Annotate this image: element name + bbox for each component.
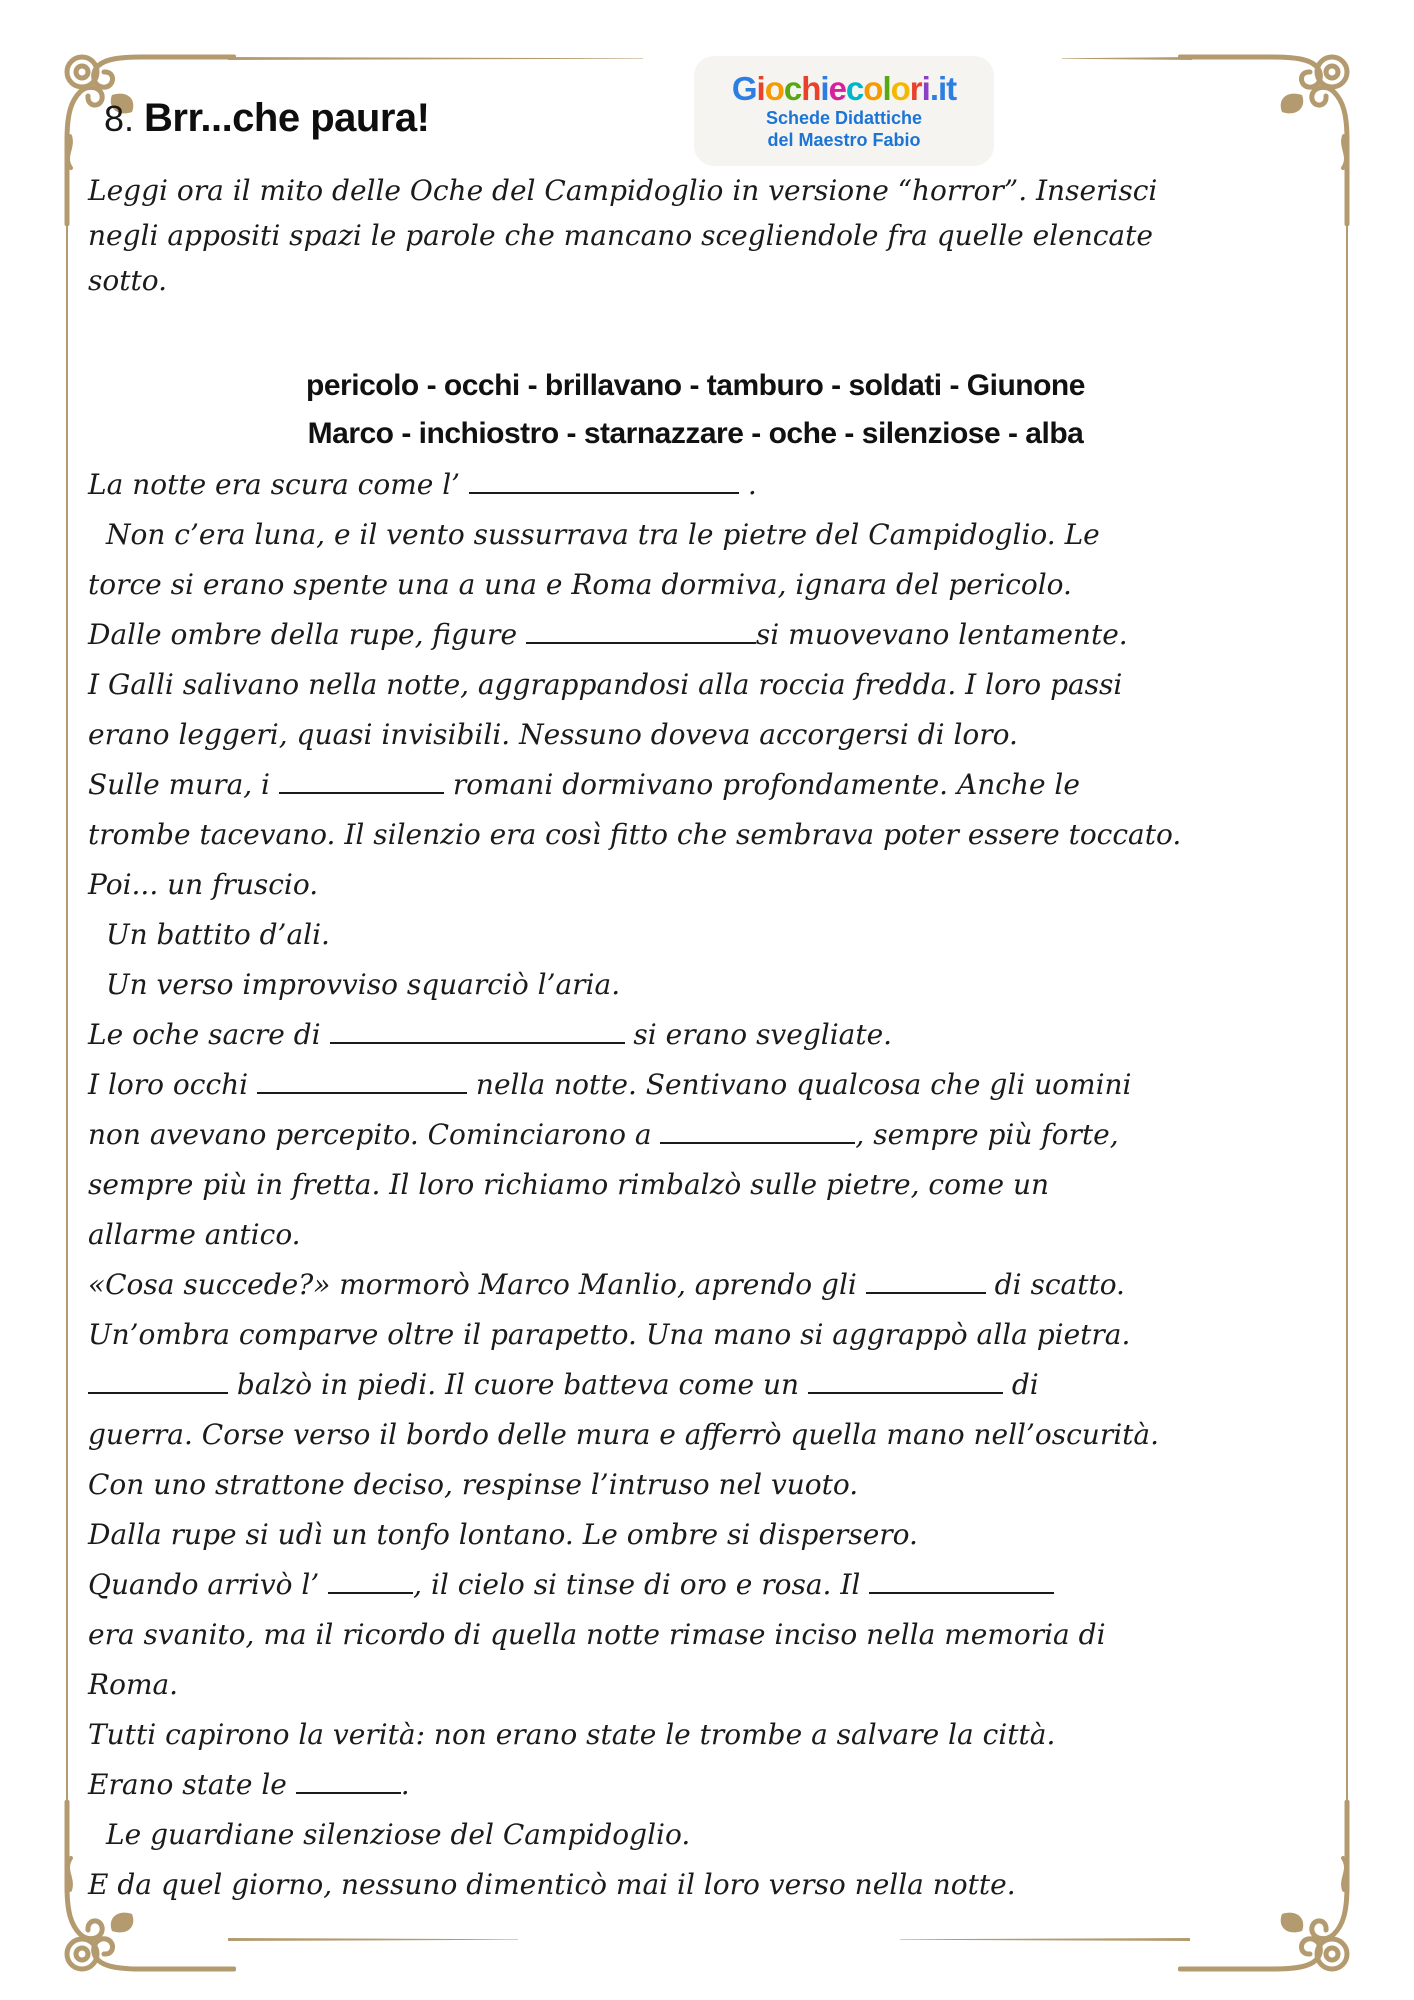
instruction-line: Leggi ora il mito delle Oche del Campidoglio in versione “horror”. Inserisci (88, 174, 1158, 207)
story-line (88, 1010, 1318, 1060)
story-text: sempre più in fretta. Il loro richiamo rimbalzò sulle pietre, come un (88, 1168, 1050, 1201)
frame-line-left (66, 222, 68, 1812)
story-line (88, 1660, 1318, 1710)
story-text: Quando arrivò l’ (88, 1568, 329, 1601)
logo-letter: i (820, 70, 829, 107)
frame-line-bottom-left (228, 1938, 518, 1941)
story-line (88, 610, 1318, 660)
fill-in-blank (469, 462, 739, 494)
fill-in-blank (279, 762, 444, 794)
story-text: La notte era scura come l’ (88, 468, 469, 501)
instruction-line: negli appositi spazi le parole che mancano scegliendole fra quelle elencate (88, 219, 1153, 252)
exercise-title (104, 96, 429, 141)
fill-in-blank (88, 1362, 228, 1394)
story-line (88, 1860, 1318, 1910)
story-text: erano leggeri, quasi invisibili. Nessuno doveva accorgersi di loro. (88, 718, 1018, 751)
story-line (88, 1410, 1318, 1460)
exercise-number: 8. (104, 98, 135, 139)
story-text: non avevano percepito. Cominciarono a (88, 1118, 661, 1151)
story-text: torce si erano spente una a una e Roma dormiva, ignara del pericolo. (88, 568, 1072, 601)
story-text: , sempre più forte, (855, 1118, 1119, 1151)
story-text: si muovevano lentamente. (755, 618, 1128, 651)
story-text: . (400, 1768, 410, 1801)
site-logo (694, 56, 994, 166)
story-text: Un verso improvviso squarciò l’aria. (106, 968, 621, 1001)
logo-letter: c (845, 70, 864, 107)
story-text: , il cielo si tinse di oro e rosa. Il (413, 1568, 870, 1601)
fill-in-blank (660, 1112, 855, 1144)
story-line (88, 1760, 1318, 1810)
instruction-line: sotto. (88, 264, 167, 297)
logo-letter: o (890, 70, 910, 107)
story-text: trombe tacevano. Il silenzio era così fitto che sembrava poter essere toccato. (88, 818, 1182, 851)
exercise-title-text: Brr...che paura! (144, 96, 430, 140)
frame-line-bottom-right (900, 1938, 1190, 1941)
fill-in-blank (328, 1562, 413, 1594)
logo-brand-text (732, 71, 956, 107)
fill-in-blank (866, 1262, 986, 1294)
story-text: di (1002, 1368, 1039, 1401)
story-line (88, 1110, 1318, 1160)
story-text: Tutti capirono la verità: non erano state le trombe a salvare la città. (88, 1718, 1056, 1751)
story-text: Dalla rupe si udì un tonfo lontano. Le ombre si dispersero. (88, 1518, 918, 1551)
story-line (88, 460, 1318, 510)
story-line (88, 1210, 1318, 1260)
story-line (88, 510, 1318, 560)
word-bank-line-2: Marco - inchiostro - starnazzare - oche - silenziose - alba (307, 417, 1084, 450)
story-text-block (88, 460, 1318, 1910)
story-line (88, 960, 1318, 1010)
instructions (88, 168, 1303, 303)
story-line (88, 1460, 1318, 1510)
word-bank (88, 362, 1303, 458)
story-text: Dalle ombre della rupe, figure (88, 618, 526, 651)
fill-in-blank (526, 612, 756, 644)
story-line (88, 1310, 1318, 1360)
story-line (88, 910, 1318, 960)
story-text: allarme antico. (88, 1218, 301, 1251)
story-line (88, 1360, 1318, 1410)
story-text: Poi... un fruscio. (88, 868, 319, 901)
logo-letter: i (921, 70, 930, 107)
story-text: I loro occhi (88, 1068, 258, 1101)
story-text: nella notte. Sentivano qualcosa che gli uomini (467, 1068, 1132, 1101)
story-text: Erano state le (88, 1768, 296, 1801)
story-line (88, 810, 1318, 860)
logo-letter: o (764, 70, 784, 107)
story-line (88, 860, 1318, 910)
story-line (88, 1560, 1318, 1610)
story-line (88, 1710, 1318, 1760)
story-line (88, 1810, 1318, 1860)
story-text: guerra. Corse verso il bordo delle mura e afferrò quella mano nell’oscurità. (88, 1418, 1159, 1451)
story-text: Sulle mura, i (88, 768, 279, 801)
story-line (88, 1060, 1318, 1110)
story-line (88, 1510, 1318, 1560)
logo-letter: h (801, 70, 821, 107)
story-text: era svanito, ma il ricordo di quella notte rimase inciso nella memoria di (88, 1618, 1106, 1651)
fill-in-blank (808, 1362, 1003, 1394)
logo-subtitle-1: Schede Didattiche (765, 108, 923, 128)
fill-in-blank (296, 1762, 401, 1794)
story-text: Non c’era luna, e il vento sussurrava tra le pietre del Campidoglio. Le (106, 518, 1100, 551)
story-text: Roma. (88, 1668, 179, 1701)
logo-letter: i (756, 70, 765, 107)
story-text: . (738, 468, 757, 501)
story-line (88, 1610, 1318, 1660)
logo-letter: . (929, 70, 938, 107)
story-text: di scatto. (985, 1268, 1125, 1301)
frame-line-top-right (1062, 57, 1192, 60)
logo-letter: e (828, 70, 846, 107)
fill-in-blank (330, 1012, 625, 1044)
logo-letter: c (783, 70, 802, 107)
story-text: «Cosa succede?» mormorò Marco Manlio, aprendo gli (88, 1268, 866, 1301)
logo-letter: o (863, 70, 883, 107)
logo-letter: t (946, 70, 957, 107)
story-line (88, 760, 1318, 810)
logo-letter: r (909, 70, 922, 107)
logo-letter: i (937, 70, 947, 107)
frame-line-top-left (228, 57, 643, 60)
story-line (88, 660, 1318, 710)
story-text: I Galli salivano nella notte, aggrappandosi alla roccia fredda. I loro passi (88, 668, 1123, 701)
fill-in-blank (869, 1562, 1054, 1594)
story-text: Un’ombra comparve oltre il parapetto. Una mano si aggrappò alla pietra. (88, 1318, 1131, 1351)
story-text: si erano svegliate. (624, 1018, 893, 1051)
frame-line-right (1346, 222, 1348, 1812)
story-text: E da quel giorno, nessuno dimenticò mai il loro verso nella notte. (88, 1868, 1016, 1901)
story-line (88, 560, 1318, 610)
story-line (88, 710, 1318, 760)
fill-in-blank (257, 1062, 467, 1094)
story-text: Un battito d’ali. (106, 918, 330, 951)
logo-letter: l (882, 70, 891, 107)
logo-subtitle-2: del Maestro Fabio (767, 130, 921, 150)
story-line (88, 1160, 1318, 1210)
story-text: Con uno strattone deciso, respinse l’intruso nel vuoto. (88, 1468, 859, 1501)
story-text: Le oche sacre di (88, 1018, 330, 1051)
story-text: balzò in piedi. Il cuore batteva come un (228, 1368, 808, 1401)
word-bank-line-1: pericolo - occhi - brillavano - tamburo - soldati - Giunone (306, 369, 1085, 402)
story-text: Le guardiane silenziose del Campidoglio. (106, 1818, 691, 1851)
story-text: romani dormivano profondamente. Anche le (443, 768, 1080, 801)
logo-letter: G (731, 70, 757, 107)
story-line (88, 1260, 1318, 1310)
